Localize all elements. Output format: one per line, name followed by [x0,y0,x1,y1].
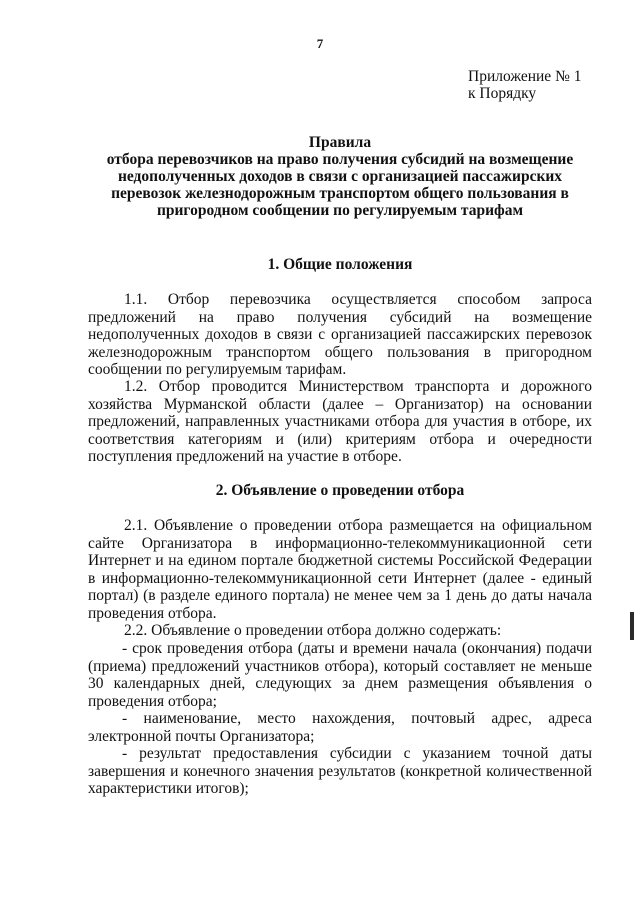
title-line-4: пригородном сообщении по регулируемым тарифам [156,202,524,219]
appendix-reference [468,68,581,102]
list-item-deadline: - срок проведения отбора (даты и времени начала (окончания) подачи (приема) предложений участников отбора), который составляет не меньше 30 календарных дней, следующих за днем размещения объявления о проведения отбора; [88,640,592,710]
title-heading: Правила [308,134,372,151]
title-line-3: перевозок железнодорожным транспортом общего пользования в [111,185,569,202]
margin-mark [630,612,634,640]
page-number: 7 [316,36,324,51]
appendix-line-2: к Порядку [468,85,537,102]
section-2-heading: 2. Объявление о проведении отбора [215,482,465,499]
paragraph-1-2: 1.2. Отбор проводится Министерством транспорта и дорожного хозяйства Мурманской области (далее – Организатор) на основании предложений, направленных участниками отбора для участия в отборе, их соответствия категориям и (или) критериям отбора и очередности поступления предложений на участие в отборе. [88,378,592,465]
list-item-organizer-details: - наименование, место нахождения, почтовый адрес, адреса электронной почты Организатора; [88,710,592,745]
section-1-heading: 1. Общие положения [267,256,413,273]
title-line-2: недополученных доходов в связи с организацией пассажирских [117,168,563,185]
list-item-subsidy-result: - результат предоставления субсидии с указанием точной даты завершения и конечного значения результатов (конкретной количественной характеристики итогов); [88,745,592,797]
document-title [88,134,592,219]
title-line-1: отбора перевозчиков на право получения субсидий на возмещение [106,151,574,168]
appendix-line-1: Приложение № 1 [468,68,582,85]
paragraph-2-2: 2.2. Объявление о проведении отбора должно содержать: [124,622,502,639]
paragraph-2-1: 2.1. Объявление о проведении отбора размещается на официальном сайте Организатора в информационно-телекоммуникационной сети Интернет и на едином портале бюджетной системы Российской Федерации в информационно-телекоммуникационной сети Интернет (далее - единый портал) (в разделе единого портала) не менее чем за 1 день до даты начала проведения отбора. [88,517,592,622]
paragraph-1-1: 1.1. Отбор перевозчика осуществляется способом запроса предложений на право получения субсидий на возмещение недополученных доходов в связи с организацией пассажирских перевозок железнодорожным транспортом общего пользования в пригородном сообщении по регулируемым тарифам. [88,291,592,378]
